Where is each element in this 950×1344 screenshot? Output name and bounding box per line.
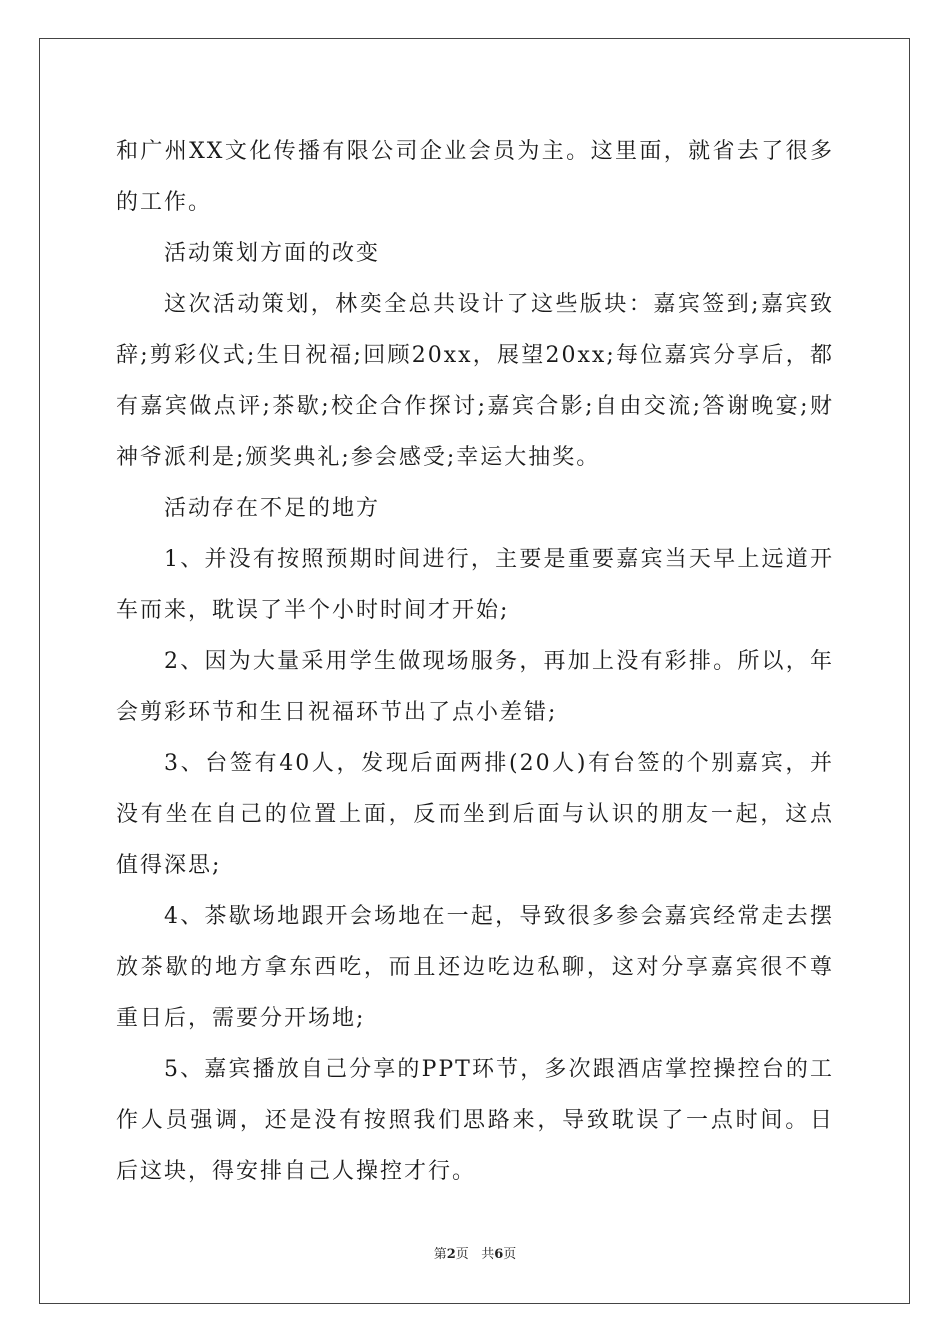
total-suffix: 页 (503, 1247, 517, 1262)
list-item-2: 2、因为大量采用学生做现场服务，再加上没有彩排。所以，年会剪彩环节和生日祝福环节出了点小差错; (116, 649, 834, 725)
paragraph-planning-modules: 这次活动策划，林奕全总共设计了这些版块：嘉宾签到;嘉宾致辞;剪彩仪式;生日祝福;回顾20xx，展望20xx;每位嘉宾分享后，都有嘉宾做点评;茶歇;校企合作探讨;嘉宾合影;自由交流;答谢晚宴;财神爷派利是;颁奖典礼;参会感受;幸运大抽奖。 (116, 292, 834, 470)
list-item-1: 1、并没有按照预期时间进行，主要是重要嘉宾当天早上远道开车而来，耽误了半个小时时间才开始; (116, 547, 834, 623)
page-suffix: 页 (455, 1247, 469, 1262)
list-item-4: 4、茶歇场地跟开会场地在一起，导致很多参会嘉宾经常走去摆放茶歇的地方拿东西吃，而且还边吃边私聊，这对分享嘉宾很不尊重日后，需要分开场地; (116, 904, 834, 1031)
total-prefix: 共 (481, 1247, 495, 1262)
paragraph-1: 和广州XX文化传播有限公司企业会员为主。这里面，就省去了很多的工作。 (116, 139, 834, 215)
page-prefix: 第 (433, 1247, 447, 1262)
document-body (116, 126, 834, 1197)
list-item-3: 3、台签有40人，发现后面两排(20人)有台签的个别嘉宾，并没有坐在自己的位置上面，反而坐到后面与认识的朋友一起，这点值得深思; (116, 751, 834, 878)
section-heading-planning-changes: 活动策划方面的改变 (164, 241, 381, 266)
page-current: 2 (446, 1247, 456, 1262)
section-heading-shortcomings: 活动存在不足的地方 (164, 496, 381, 521)
page-total: 6 (494, 1247, 504, 1262)
page-footer (0, 1243, 950, 1262)
list-item-5: 5、嘉宾播放自己分享的PPT环节，多次跟酒店掌控操控台的工作人员强调，还是没有按照我们思路来，导致耽误了一点时间。日后这块，得安排自己人操控才行。 (116, 1057, 834, 1184)
